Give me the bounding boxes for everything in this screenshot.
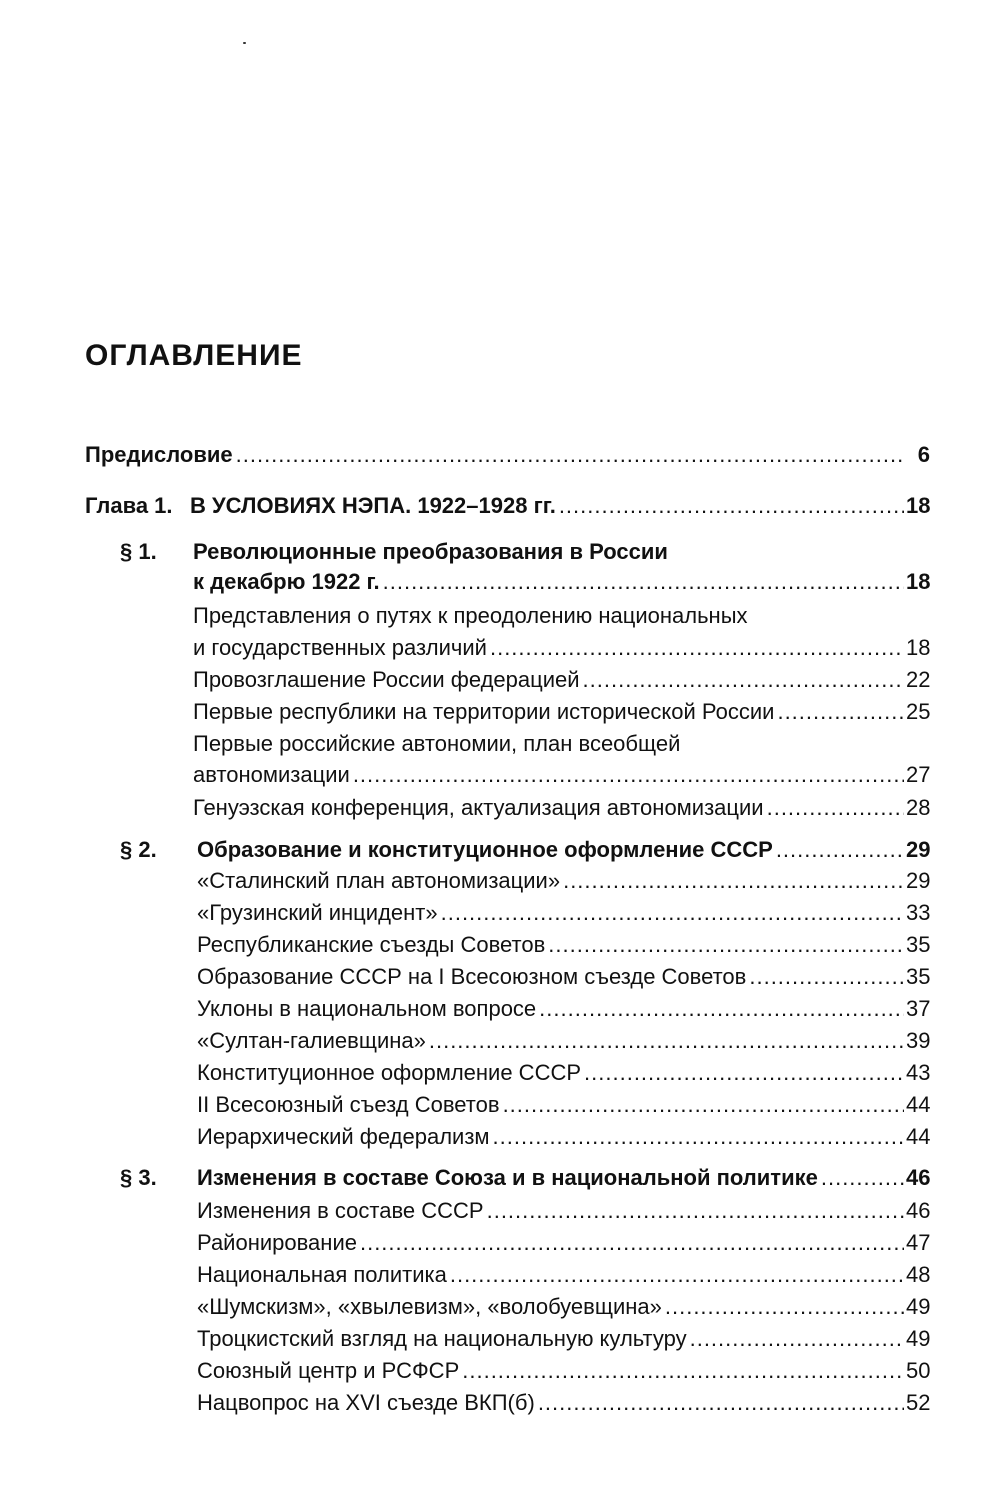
toc-entry [0, 1122, 1000, 1152]
toc-entry [0, 1163, 1000, 1193]
dot-leader [462, 1356, 904, 1386]
toc-entry [0, 866, 1000, 896]
toc-entry-title: «Грузинский инцидент» [197, 900, 438, 925]
toc-entry-page-number: 46 [906, 1198, 931, 1223]
toc-entry [0, 1388, 1000, 1418]
toc-entry-title: «Шумскизм», «хвылевизм», «волобуевщина» [197, 1294, 662, 1319]
toc-entry [0, 1228, 1000, 1258]
toc-entry-number: § 2. [120, 837, 157, 862]
dot-leader [690, 1324, 904, 1354]
toc-entry-page-number: 18 [906, 635, 931, 660]
dot-leader [236, 440, 904, 470]
toc-entry-page-number: 18 [906, 569, 931, 594]
toc-entry-page-number: 35 [906, 964, 931, 989]
toc-entry-title: Нацвопрос на XVI съезде ВКП(б) [197, 1390, 535, 1415]
dot-leader [563, 866, 904, 896]
dot-leader [503, 1090, 904, 1120]
toc-entry [0, 440, 1000, 470]
toc-entry-title: Союзный центр и РСФСР [197, 1358, 460, 1383]
toc-entry [0, 1090, 1000, 1120]
dot-leader [559, 491, 904, 521]
toc-entry [0, 793, 1000, 823]
dot-leader [539, 994, 904, 1024]
toc-entry-title: Образование и конституционное оформление СССР [197, 837, 773, 862]
toc-entry [0, 898, 1000, 928]
toc-entry [0, 1324, 1000, 1354]
toc-entry-page-number: 29 [906, 868, 931, 893]
toc-entry [0, 1260, 1000, 1290]
toc-entry-title: Предисловие [85, 442, 233, 467]
dot-leader [493, 1122, 904, 1152]
toc-entry [0, 567, 1000, 597]
dot-leader [665, 1292, 904, 1322]
toc-entry [0, 491, 1000, 521]
toc-entry-page-number: 27 [906, 762, 931, 787]
dot-leader [441, 898, 904, 928]
toc-entry-page-number: 46 [906, 1165, 931, 1190]
toc-entry-title: В УСЛОВИЯХ НЭПА. 1922–1928 гг. [190, 493, 556, 518]
dot-leader [487, 1196, 904, 1226]
toc-entry-number: Глава 1. [85, 493, 173, 518]
dot-leader [429, 1026, 904, 1056]
toc-entry-title: «Сталинский план автономизации» [197, 868, 561, 893]
toc-entry-page-number: 39 [906, 1028, 931, 1053]
toc-entry-title: Первые российские автономии, план всеобщей [193, 731, 681, 756]
dot-leader [777, 697, 904, 727]
toc-entry [0, 633, 1000, 663]
toc-entry [0, 729, 1000, 759]
toc-entry [0, 1292, 1000, 1322]
toc-entry-page-number: 49 [906, 1326, 931, 1351]
toc-entry-page-number: 28 [906, 795, 931, 820]
dot-leader [353, 760, 904, 790]
toc-entry [0, 537, 1000, 567]
toc-entry-title: II Всесоюзный съезд Советов [197, 1092, 500, 1117]
toc-entry [0, 665, 1000, 695]
toc-entry-title: Провозглашение России федерацией [193, 667, 580, 692]
toc-entry-number: § 1. [120, 539, 157, 564]
toc-entry-page-number: 43 [906, 1060, 931, 1085]
dot-leader [360, 1228, 904, 1258]
toc-entry [0, 930, 1000, 960]
toc-entry-title: Троцкистский взгляд на национальную культуру [197, 1326, 687, 1351]
toc-entry-title: Республиканские съезды Советов [197, 932, 546, 957]
toc-entry-title: к декабрю 1922 г. [193, 569, 380, 594]
toc-entry-page-number: 35 [906, 932, 931, 957]
dot-leader [767, 793, 904, 823]
toc-entry-page-number: 52 [906, 1390, 931, 1415]
dot-leader [583, 665, 904, 695]
toc-entry-page-number: 25 [906, 699, 931, 724]
dot-leader [538, 1388, 904, 1418]
toc-entry-page-number: 18 [906, 493, 931, 518]
toc-entry-page-number: 44 [906, 1092, 931, 1117]
dot-leader [776, 835, 904, 865]
toc-entry-title: Национальная политика [197, 1262, 447, 1287]
print-speck [243, 42, 246, 44]
toc-entry-title: «Султан-галиевщина» [197, 1028, 426, 1053]
dot-leader [584, 1058, 904, 1088]
toc-entry [0, 760, 1000, 790]
toc-entry [0, 835, 1000, 865]
toc-entry [0, 962, 1000, 992]
dot-leader [450, 1260, 904, 1290]
toc-entry-title: и государственных различий [193, 635, 487, 660]
toc-entry-title: Изменения в составе СССР [197, 1198, 484, 1223]
toc-entry [0, 601, 1000, 631]
toc-entry-title: Первые республики на территории исторической России [193, 699, 775, 724]
toc-entry-page-number: 33 [906, 900, 931, 925]
toc-entry-title: Революционные преобразования в России [193, 539, 668, 564]
dot-leader [548, 930, 904, 960]
dot-leader [490, 633, 904, 663]
toc-entry-page-number: 22 [906, 667, 931, 692]
toc-entry-number: § 3. [120, 1165, 157, 1190]
toc-entry-title: Представления о путях к преодолению национальных [193, 603, 748, 628]
toc-entry-page-number: 37 [906, 996, 931, 1021]
toc-entry-title: Конституционное оформление СССР [197, 1060, 582, 1085]
toc-entry-title: Иерархический федерализм [197, 1124, 490, 1149]
toc-entry [0, 1058, 1000, 1088]
toc-entry [0, 697, 1000, 727]
toc-entry-title: Уклоны в национальном вопросе [197, 996, 537, 1021]
dot-leader [383, 567, 904, 597]
toc-entry-title: Образование СССР на I Всесоюзном съезде Советов [197, 964, 747, 989]
toc-entry-page-number: 29 [906, 837, 931, 862]
page-title: ОГЛАВЛЕНИЕ [85, 339, 303, 372]
dot-leader [821, 1163, 904, 1193]
toc-entry [0, 1356, 1000, 1386]
toc-entry-page-number: 47 [906, 1230, 931, 1255]
toc-entry-title: Изменения в составе Союза и в национальной политике [197, 1165, 818, 1190]
toc-entry-page-number: 44 [906, 1124, 931, 1149]
toc-entry [0, 1196, 1000, 1226]
dot-leader [749, 962, 904, 992]
toc-entry-title: автономизации [193, 762, 350, 787]
toc-entry-page-number: 50 [906, 1358, 931, 1383]
toc-entry-page-number: 6 [917, 442, 930, 467]
toc-entry-title: Районирование [197, 1230, 357, 1255]
toc-entry-page-number: 48 [906, 1262, 931, 1287]
toc-entry-title: Генуэзская конференция, актуализация автономизации [193, 795, 764, 820]
toc-entry-page-number: 49 [906, 1294, 931, 1319]
toc-entry [0, 994, 1000, 1024]
toc-entry [0, 1026, 1000, 1056]
